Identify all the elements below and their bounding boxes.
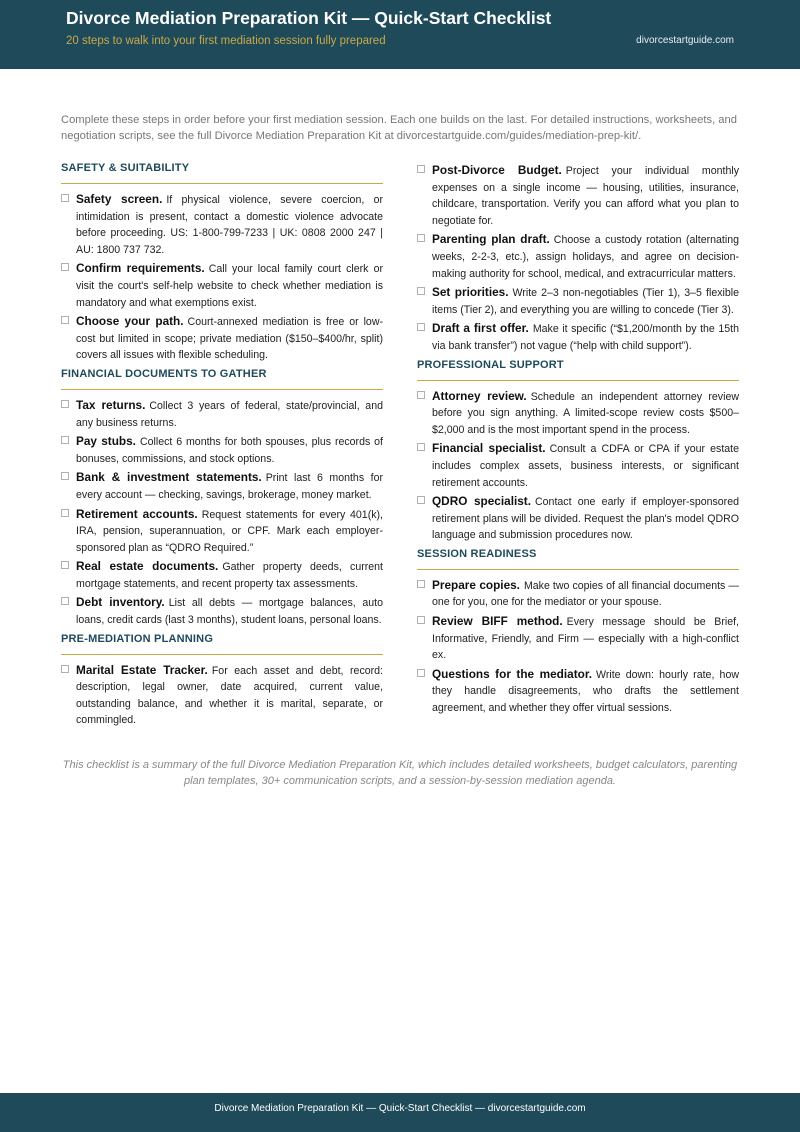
item-lead: Safety screen. [76, 192, 163, 206]
item-text: Make it specific (“$1,200/month by the 15th via bank transfer”) not vague (“help with child support”). [432, 323, 739, 352]
item-lead: Review BIFF method. [432, 614, 563, 629]
item-text: Court-annexed mediation is free or low-cost but limited in scope; private mediation ($150–$400/hr, split) covers all issues with flexible scheduling. [76, 316, 383, 362]
item-lead: Retirement accounts. [76, 506, 198, 521]
checklist-item-debt-inventory [61, 594, 383, 628]
page-header [0, 0, 800, 69]
checkbox[interactable] [61, 509, 69, 517]
item-text: List all debts — mortgage balances, auto loans, credit cards (last 3 months), student loans, personal loans. [76, 597, 383, 627]
checklist-item-bank-investment-statements [61, 469, 383, 503]
checklist-item-choose-your-path [61, 313, 383, 364]
item-text: Consult a CDFA or CPA if your estate includes complex assets, business interests, or significant retirement accounts. [432, 443, 739, 489]
item-lead: Parenting plan draft. [432, 232, 550, 247]
checklist-item-review-biff-method [417, 613, 739, 664]
checkbox[interactable] [61, 597, 69, 605]
section-divider [61, 654, 383, 655]
section-divider [417, 380, 739, 381]
checkbox[interactable] [61, 194, 69, 202]
section-title-safety-suitability: SAFETY & SUITABILITY [61, 162, 190, 174]
checkbox[interactable] [61, 472, 69, 480]
item-lead: Attorney review. [432, 388, 527, 403]
checkbox[interactable] [61, 665, 69, 673]
checklist-item-parenting-plan-draft [417, 231, 739, 282]
closing-note: This checklist is a summary of the full Divorce Mediation Preparation Kit, which includes detailed worksheets, budget calculators, parenting plan templates, 30+ communication scripts, and a session-by-session mediation agenda. [62, 759, 738, 787]
checklist-item-questions-for-the-mediator [417, 666, 739, 717]
checkbox[interactable] [61, 263, 69, 271]
section-divider [61, 183, 383, 184]
item-lead: Confirm requirements. [76, 261, 205, 276]
checkbox[interactable] [417, 496, 425, 504]
item-text: For each asset and debt, record: description, legal owner, date acquired, current value, outstanding balance, and whether it is marital, separate, or commingled. [76, 664, 384, 727]
checklist-item-real-estate-documents [61, 558, 383, 592]
checkbox[interactable] [417, 580, 425, 588]
item-text: Write down: hourly rate, how they handle disagreements, who drafts the settlement agreement, and whether they offer virtual sessions. [432, 668, 739, 715]
checklist-item-marital-estate-tracker [61, 662, 383, 729]
item-lead: Questions for the mediator. [432, 666, 593, 681]
checklist-item-financial-specialist [417, 440, 739, 491]
checkbox[interactable] [417, 669, 425, 677]
section-title-pre-mediation-planning: PRE-MEDIATION PLANNING [61, 632, 214, 645]
checkbox[interactable] [61, 561, 69, 569]
section-title-session-readiness: SESSION READINESS [417, 547, 537, 560]
checklist-item-safety-screen [61, 191, 383, 258]
checklist-item-retirement-accounts [61, 506, 383, 557]
checklist-item-prepare-copies [417, 577, 739, 611]
item-text: Write 2–3 non-negotiables (Tier 1), 3–5 flexible items (Tier 2), and everything you are willing to concede (Tier 3). [432, 287, 739, 316]
item-lead: Tax returns. [76, 397, 146, 412]
item-text: Make two copies of all financial documents — one for you, one for the mediator or your spouse. [432, 579, 739, 609]
item-text: Call your local family court clerk or visit the court's self-help website to check whether mediation is mandatory and what exemptions exist. [76, 263, 383, 309]
item-text: If physical violence, severe coercion, or intimidation is present, contact a domestic violence advocate before proceeding. US: 1-800-799-7233 | UK: 0808 2000 247 | AU: 1800 737 732. [76, 194, 383, 256]
item-text: Collect 6 months for both spouses, plus records of bonuses, commissions, and stock options. [76, 436, 383, 465]
checklist-item-post-divorce-budget [417, 162, 739, 229]
item-text: Every message should be Brief, Informative, Friendly, and Firm — especially with a high-conflict ex. [432, 616, 739, 662]
page-footer [0, 1093, 800, 1132]
item-text: Request statements for every 401(k), IRA, pension, superannuation, or CPF. Mark each employer-sponsored plan as “QDRO Required.” [76, 508, 383, 554]
item-lead: Bank & investment statements. [76, 470, 262, 485]
checklist-item-draft-a-first-offer [417, 320, 739, 354]
checkbox[interactable] [61, 316, 69, 324]
section-title-financial-documents-to-gather: FINANCIAL DOCUMENTS TO GATHER [61, 367, 267, 380]
checklist-item-set-priorities [417, 284, 739, 318]
checkbox[interactable] [417, 443, 425, 451]
item-lead: Marital Estate Tracker. [76, 662, 208, 677]
item-text: Print last 6 months for every account — checking, savings, brokerage, money market. [76, 472, 383, 501]
checkbox[interactable] [61, 400, 69, 408]
checklist-item-qdro-specialist [417, 493, 739, 544]
checkbox[interactable] [417, 616, 425, 624]
page-subtitle: 20 steps to walk into your first mediation session fully prepared [66, 35, 386, 47]
item-lead: Draft a first offer. [432, 321, 529, 336]
item-text: Project your individual monthly expenses on a single income — housing, utilities, insurance, childcare, transportation. Verify you can afford what you plan to negotiate for. [432, 165, 739, 227]
section-divider [61, 389, 383, 390]
checkbox[interactable] [417, 391, 425, 399]
item-lead: Choose your path. [76, 314, 184, 329]
item-lead: Financial specialist. [432, 441, 546, 456]
item-text: Contact one early if employer-sponsored retirement plans will be divided. Request the plan's model QDRO language and submission procedures now. [432, 496, 739, 542]
item-lead: Real estate documents. [76, 559, 219, 574]
checkbox[interactable] [417, 287, 425, 295]
checklist-item-attorney-review [417, 388, 739, 439]
section-title-professional-support: PROFESSIONAL SUPPORT [417, 358, 564, 371]
checklist-item-pay-stubs [61, 433, 383, 467]
item-text: Gather property deeds, current mortgage statements, and recent property tax assessments. [76, 561, 384, 590]
item-text: Choose a custody rotation (alternating weeks, 2-2-3, etc.), assign holidays, and agree on decision-making authority for school, medical, and extracurricular matters. [432, 234, 739, 280]
checkbox[interactable] [61, 436, 69, 444]
item-lead: QDRO specialist. [432, 494, 532, 509]
item-lead: Pay stubs. [76, 434, 136, 449]
checklist-item-tax-returns [61, 397, 383, 431]
checklist-item-confirm-requirements [61, 260, 383, 311]
intro-paragraph: Complete these steps in order before your first mediation session. Each one builds on the last. For detailed instructions, worksheets, and negotiation scripts, see the full Divorce Mediation Preparation Kit at divorcestartguide.com/guides/mediation-prep-kit/. [61, 114, 737, 142]
item-lead: Prepare copies. [432, 577, 520, 592]
checkbox[interactable] [417, 323, 425, 331]
checkbox[interactable] [417, 165, 425, 173]
header-site-link[interactable]: divorcestartguide.com [636, 35, 734, 46]
footer-text: Divorce Mediation Preparation Kit — Quick-Start Checklist — divorcestartguide.com [214, 1103, 586, 1114]
item-text: Collect 3 years of federal, state/provincial, and any business returns. [76, 399, 383, 429]
section-divider [417, 569, 739, 570]
left-column [61, 162, 383, 731]
item-lead: Post-Divorce Budget. [432, 163, 562, 177]
item-text: Schedule an independent attorney review before you sign anything. A limited-scope review costs $500–$2,000 and is the most important spend in the process. [432, 390, 739, 436]
checkbox[interactable] [417, 234, 425, 242]
item-lead: Set priorities. [432, 285, 509, 300]
page-title: Divorce Mediation Preparation Kit — Quick-Start Checklist [66, 8, 552, 28]
right-column [417, 162, 739, 719]
item-lead: Debt inventory. [76, 595, 165, 610]
